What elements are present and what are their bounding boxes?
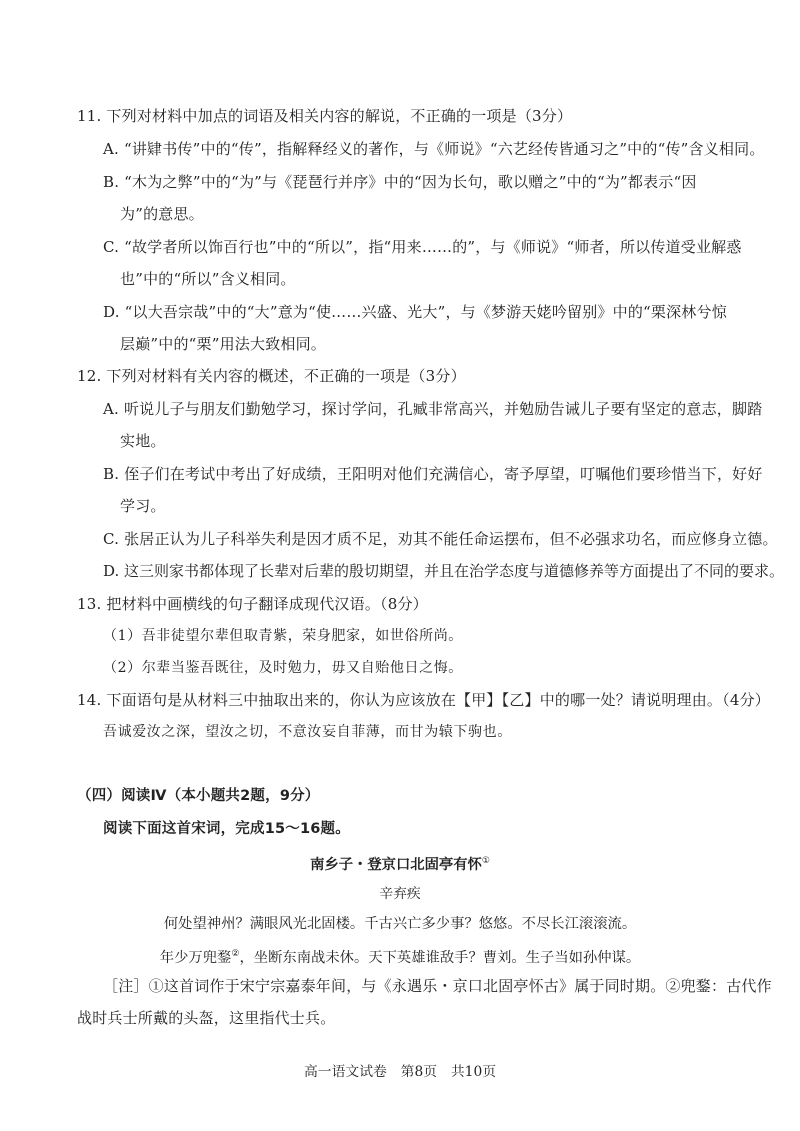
poem-title <box>0 851 800 875</box>
poem-notes-cont: 战时兵士所戴的头盔，这里指代士兵。 <box>77 1009 336 1027</box>
page-footer: 高一语文试卷 第8页 共10页 <box>303 1064 497 1080</box>
q12-option-a: A. 听说儿子与朋友们勤勉学习，探讨学问，孔臧非常高兴，并勉励告诫儿子要有坚定的意志，脚踏 <box>103 400 763 418</box>
poem-author: 辛弃疾 <box>379 886 421 902</box>
poem-line-2-part-b: ，坐断东南战未休。天下英雄谁敌手？曹刘。生子当如孙仲谋。 <box>239 949 641 966</box>
section-heading: （四）阅读Ⅳ（本小题共2题，9分） <box>77 788 320 804</box>
q12-option-b-cont: 学习。 <box>120 497 166 515</box>
q11-option-c-cont: 也”中的“所以”含义相同。 <box>120 270 296 288</box>
q11-stem: 11. 下列对材料中加点的词语及相关内容的解说，不正确的一项是（3分） <box>77 107 573 125</box>
q13-sentence-1: （1）吾非徒望尔辈但取青紫，荣身肥家，如世俗所尚。 <box>103 628 463 644</box>
q14-quote: 吾诚爱汝之深，望汝之切，不意汝妄自菲薄，而甘为辕下驹也。 <box>103 724 512 740</box>
q11-option-b: B. “木为之弊”中的“为”与《琵琶行并序》中的“因为长句，歌以赠之”中的“为”都表示“因 <box>103 173 697 191</box>
poem-line-2-part-a: 年少万兜鍪 <box>159 949 232 966</box>
poem-line-2 <box>0 944 800 968</box>
q13-stem: 13. 把材料中画横线的句子翻译成现代汉语。（8分） <box>77 595 428 613</box>
section-intro: 阅读下面这首宋词，完成15～16题。 <box>103 821 350 837</box>
q12-option-d: D. 这三则家书都体现了长辈对后辈的殷切期望，并且在治学态度与道德修养等方面提出了不同的要求。 <box>103 562 785 580</box>
poem-notes: ［注］①这首词作于宋宁宗嘉泰年间，与《永遇乐・京口北固亭怀古》属于同时期。②兜鍪：古代作 <box>103 977 772 995</box>
q11-option-d: D. “以大吾宗哉”中的“大”意为“使……兴盛、光大”，与《梦游天姥吟留别》中的“栗深林兮惊 <box>103 303 727 321</box>
poem-title-note-mark: ① <box>481 856 490 866</box>
q12-option-b: B. 侄子们在考试中考出了好成绩，王阳明对他们充满信心，寄予厚望，叮嘱他们要珍惜当下，好好 <box>103 465 763 483</box>
q14-stem: 14. 下面语句是从材料三中抽取出来的，你认为应该放在【甲】【乙】中的哪一处？请说明理由。（4分） <box>77 691 770 709</box>
q11-option-c: C. “故学者所以饰百行也”中的“所以”，指“用来……的”，与《师说》“师者，所以传道受业解惑 <box>103 238 742 256</box>
q11-option-b-cont: 为”的意思。 <box>120 205 204 223</box>
q12-option-c: C. 张居正认为儿子科举失利是因才质不足，劝其不能任命运摆布，但不必强求功名，而应修身立德。 <box>103 530 778 548</box>
q11-option-d-cont: 层巅”中的“栗”用法大致相同。 <box>120 335 327 353</box>
q11-option-a: A. “讲肄书传”中的“传”，指解释经义的著作，与《师说》“六艺经传皆通习之”中的“传”含义相同。 <box>103 140 765 158</box>
poem-line-1: 何处望神州？满眼风光北固楼。千古兴亡多少事？悠悠。不尽长江滚滚流。 <box>163 916 637 932</box>
poem-line-2-note-mark: ② <box>231 949 240 959</box>
q12-stem: 12. 下列对材料有关内容的概述，不正确的一项是（3分） <box>77 367 466 385</box>
q12-option-a-cont: 实地。 <box>120 432 166 450</box>
q13-sentence-2: （2）尔辈当鉴吾既往，及时勉力，毋又自贻他日之悔。 <box>103 660 463 676</box>
poem-title-text: 南乡子・登京口北固亭有怀 <box>310 856 482 873</box>
